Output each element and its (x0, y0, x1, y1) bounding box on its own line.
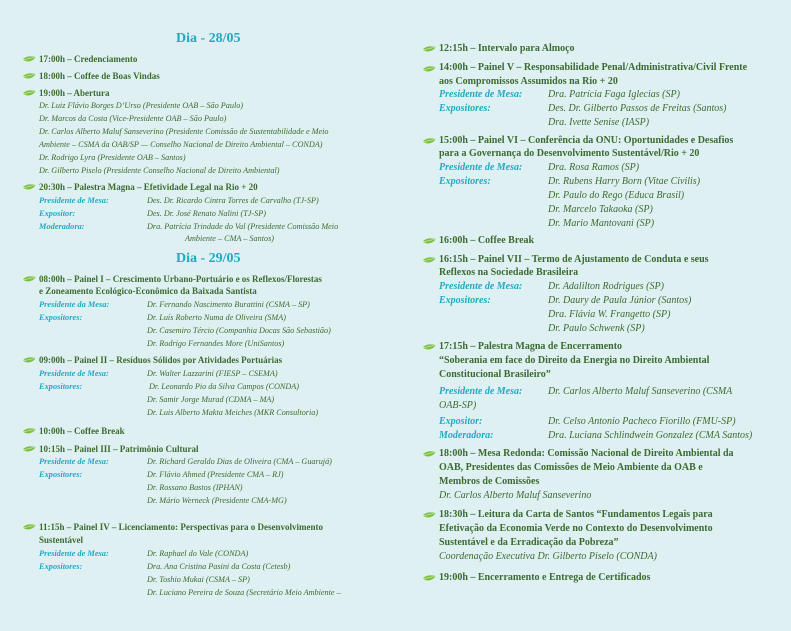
person-line: Dr. Walter Lazzarini (FIESP – CSEMA) (147, 369, 278, 378)
session-heading: 19:00h – Encerramento e Entrega de Certificados (439, 572, 651, 583)
person-line: Dr. Marcelo Takaoka (SP) (548, 204, 653, 215)
session-heading: 19:00h – Abertura (39, 88, 110, 98)
role-label: Moderadora: (39, 222, 85, 231)
person-line: Dr. Carlos Alberto Maluf Sanseverino (439, 490, 592, 501)
role-label: Presidente de Mesa: (39, 196, 109, 205)
role-label: Presidente de Mesa: (39, 549, 109, 558)
person-line: Dr. Celso Antonio Pacheco Fiorillo (FMU-SP) (548, 416, 736, 427)
person-line: Dr. Raphael do Vale (CONDA) (147, 549, 249, 558)
leaf-icon (22, 357, 36, 364)
role-label: Presidente de Mesa: (39, 457, 109, 466)
leaf-icon (422, 257, 436, 264)
person-line: Dr. Rossano Bastos (IPHAN) (147, 483, 243, 492)
role-label: Presidente de Mesa: (39, 369, 109, 378)
person-line: Dr. Flávio Ahmed (Presidente CMA – RJ) (147, 470, 284, 479)
person-line: Dr. Toshio Mukai (CSMA – SP) (147, 575, 250, 584)
person-line: Dr. Rodrigo Lyra (Presidente OAB – Santos) (39, 153, 186, 162)
session-heading: 16:15h – Painel VII – Termo de Ajustamento de Conduta e seus (439, 254, 709, 265)
leaf-icon (22, 184, 36, 191)
person-line: Dr. Carlos Alberto Maluf Sanseverino (CSMA (548, 386, 733, 397)
leaf-icon (22, 446, 36, 453)
person-line: Ambiente – CSMA da OAB/SP — Conselho Nacional de Direito Ambiental – CONDA) (39, 140, 323, 149)
leaf-icon (422, 46, 436, 53)
role-label: Presidente de Mesa: (439, 89, 523, 100)
session-heading: Constitucional Brasileiro” (439, 369, 551, 380)
session-heading: 14:00h – Painel V – Responsabilidade Penal/Administrativa/Civil Frente (439, 62, 748, 73)
session-heading: “Soberania em face do Direito da Energia no Direito Ambiental (439, 355, 710, 366)
session-heading: Sustentável (39, 535, 84, 545)
person-line: Dr. Luis Alberto Makta Meiches (MKR Consultoria) (147, 408, 319, 417)
leaf-icon (422, 344, 436, 351)
session-heading: 09:00h – Painel II – Resíduos Sólidos por Atividades Portuárias (39, 355, 283, 365)
person-line: Dr. Samir Jorge Murad (CDMA – MA) (147, 395, 275, 404)
person-line: Dr. Paulo do Rego (Educa Brasil) (548, 190, 685, 201)
day-title-28: Dia - 28/05 (176, 31, 241, 46)
leaf-icon (22, 90, 36, 97)
session-heading: 11:15h – Painel IV – Licenciamento: Perspectivas para o Desenvolvimento (39, 522, 324, 532)
session-heading: OAB, Presidentes das Comissões de Meio Ambiente da OAB e (439, 462, 703, 473)
session-heading: Efetivação da Economia Verde no Contexto do Desenvolvimento (439, 523, 713, 534)
person-line: Dra. Ana Cristina Pasini da Costa (Cetesb) (147, 562, 291, 571)
person-line: Dr. Rodrigo Fernandes More (UniSantos) (147, 339, 285, 348)
person-line: Ambiente – CMA – Santos) (185, 234, 274, 243)
person-line: Dr. Gilberto Piselo (Presidente Conselho Nacional de Direito Ambiental) (39, 166, 280, 175)
session-heading: 16:00h – Coffee Break (439, 235, 535, 246)
person-line: Dra. Patrícia Faga Iglecias (SP) (548, 89, 680, 100)
person-line: Dr. Richard Geraldo Dias de Oliveira (CMA – Guarujá) (147, 457, 332, 466)
person-line: Dr. Paulo Schwenk (SP) (548, 323, 645, 334)
session-heading: 08:00h – Painel I – Crescimento Urbano-Portuário e os Reflexos/Florestas (39, 274, 322, 284)
session-heading: 10:15h – Painel III – Patrimônio Cultural (39, 444, 199, 454)
session-heading: 17:00h – Credenciamento (39, 54, 138, 64)
person-line: Dr. Marcos da Costa (Vice-Presidente OAB – São Paulo) (39, 114, 227, 123)
leaf-icon (422, 66, 436, 73)
role-label: Expositor: (439, 416, 483, 427)
person-line: Dr. Casemiro Tércio (Companhia Docas São Sebastião) (147, 326, 331, 335)
person-line: Dr. Carlos Alberto Maluf Sanseverino (Presidente Comissão de Sustentabilidade e Meio (39, 127, 329, 136)
leaf-icon (22, 428, 36, 435)
session-heading: aos Compromissos Assumidos na Rio + 20 (439, 76, 618, 87)
role-label: Expositores: (39, 562, 83, 571)
role-label: Presidente de Mesa: (439, 281, 523, 292)
person-line: Dr. Leonardo Pio da Silva Campos (CONDA) (149, 382, 300, 391)
role-label: Expositores: (439, 295, 491, 306)
session-heading: 18:00h – Coffee de Boas Vindas (39, 71, 160, 81)
session-heading: 20:30h – Palestra Magna – Efetividade Legal na Rio + 20 (39, 182, 258, 192)
leaf-icon (422, 138, 436, 145)
role-label: Presidente da Mesa: (39, 300, 110, 309)
person-line: Dra. Luciana Schlindwein Gonzalez (CMA Santos) (548, 430, 753, 441)
person-line: Dr. Luiz Flávio Borges D’Urso (Presidente OAB – São Paulo) (39, 101, 244, 110)
person-line: Dr. Mario Mantovani (SP) (548, 218, 655, 229)
role-label: Expositores: (39, 382, 83, 391)
person-line: Dra. Flávia W. Frangetto (SP) (548, 309, 671, 320)
person-line: Des. Dr. José Renato Nalini (TJ-SP) (147, 209, 266, 218)
leaf-icon (22, 73, 36, 80)
session-heading: e Zoneamento Ecológico-Econômico da Baixada Santista (39, 286, 257, 296)
role-label: Presidente de Mesa: (439, 386, 523, 397)
leaf-icon (422, 238, 436, 245)
leaf-icon (422, 575, 436, 582)
session-heading: 18:00h – Mesa Redonda: Comissão Nacional de Direito Ambiental da (439, 448, 734, 459)
person-line: Dr. Luís Roberto Numa de Oliveira (SMA) (147, 313, 286, 322)
leaf-icon (22, 56, 36, 63)
person-line: Des. Dr. Ricardo Cintra Torres de Carvalho (TJ-SP) (147, 196, 319, 205)
session-heading: 17:15h – Palestra Magna de Encerramento (439, 341, 623, 352)
role-label: Moderadora: (439, 430, 494, 441)
person-line: Dra. Rosa Ramos (SP) (548, 162, 640, 173)
leaf-icon (422, 512, 436, 519)
person-line: OAB-SP) (439, 400, 477, 411)
person-line: Dr. Mário Werneck (Presidente CMA-MG) (147, 496, 287, 505)
session-heading: para a Governança do Desenvolvimento Sustentável/Rio + 20 (439, 148, 700, 159)
role-label: Expositores: (439, 103, 491, 114)
session-heading: 15:00h – Painel VI – Conferência da ONU: Oportunidades e Desafios (439, 135, 734, 146)
session-heading: 10:00h – Coffee Break (39, 426, 125, 436)
person-line: Dra. Patrícia Trindade do Val (Presidente Comissão Meio (147, 222, 339, 231)
leaf-icon (22, 276, 36, 283)
person-line: Dr. Fernando Nascimento Burattini (CSMA – SP) (147, 300, 310, 309)
role-label: Expositores: (39, 313, 83, 322)
person-line: Dr. Rubens Harry Born (Vitae Civilis) (548, 176, 701, 187)
session-heading: 12:15h – Intervalo para Almoço (439, 43, 575, 54)
person-line: Dra. Ivette Senise (IASP) (548, 117, 650, 128)
leaf-icon (422, 451, 436, 458)
role-label: Presidente de Mesa: (439, 162, 523, 173)
day-title-29: Dia - 29/05 (176, 251, 241, 266)
person-line: Coordenação Executiva Dr. Gilberto Piselo (CONDA) (439, 551, 657, 562)
session-heading: Membros de Comissões (439, 476, 540, 487)
person-line: Des. Dr. Gilberto Passos de Freitas (Santos) (548, 103, 727, 114)
person-line: Dr. Daury de Paula Júnior (Santos) (548, 295, 692, 306)
role-label: Expositor: (39, 209, 76, 218)
session-heading: Reflexos na Sociedade Brasileira (439, 267, 579, 278)
role-label: Expositores: (439, 176, 491, 187)
session-heading: 18:30h – Leitura da Carta de Santos “Fundamentos Legais para (439, 509, 713, 520)
session-heading: Sustentável e da Erradicação da Pobreza” (439, 537, 619, 548)
leaf-icon (22, 524, 36, 531)
person-line: Dr. Adalilton Rodrigues (SP) (548, 281, 664, 292)
person-line: Dr. Luciano Pereira de Souza (Secretário Meio Ambiente – (147, 588, 341, 597)
role-label: Expositores: (39, 470, 83, 479)
